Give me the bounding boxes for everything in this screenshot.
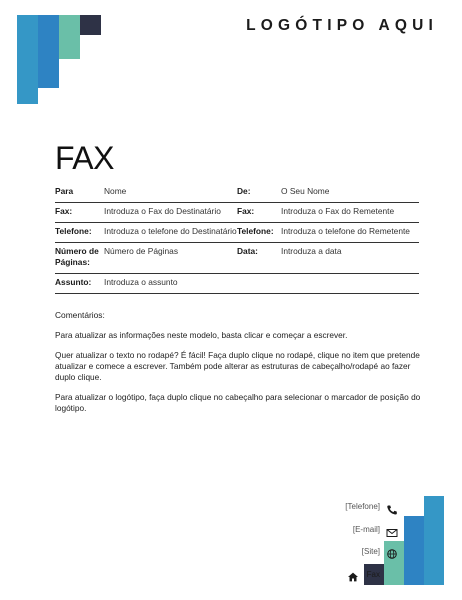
home-icon (347, 569, 359, 579)
header-block-navy (80, 15, 101, 35)
comments-label: Comentários: (55, 310, 105, 320)
form-row-to (55, 183, 419, 203)
form-row-phone (55, 223, 419, 243)
header-block-teal (59, 15, 80, 59)
to-phone-field[interactable]: Introduza o telefone do Destinatário (104, 223, 237, 243)
fax-header-table (55, 183, 419, 294)
to-fax-label: Fax: (55, 203, 104, 223)
pages-field[interactable]: Número de Páginas (104, 243, 237, 274)
envelope-icon (386, 525, 398, 535)
footer-site[interactable]: [Site] (361, 547, 380, 556)
footer-block-blue (404, 516, 424, 585)
comment-paragraph-2[interactable]: Quer atualizar o texto no rodapé? É fácil! Faça duplo clique no rodapé, clique no item que pretende atualizar e comece a escrever. Também pode alterar as estruturas de cabeçalho/rodapé ao fazer duplo clique. (55, 350, 420, 383)
header-block-blue (38, 15, 59, 88)
to-name-field[interactable]: Nome (104, 183, 237, 203)
logo-placeholder[interactable]: LOGÓTIPO AQUI (246, 17, 438, 34)
from-label: De: (237, 183, 281, 203)
subject-label: Assunto: (55, 274, 104, 294)
pages-label: Número de Páginas: (55, 243, 104, 274)
footer-phone[interactable]: [Telefone] (345, 502, 380, 511)
from-name-field[interactable]: O Seu Nome (281, 183, 419, 203)
form-row-subject (55, 274, 419, 294)
to-phone-label: Telefone: (55, 223, 104, 243)
from-phone-label: Telefone: (237, 223, 281, 243)
date-label: Data: (237, 243, 281, 274)
phone-icon (386, 502, 398, 512)
date-field[interactable]: Introduza a data (281, 243, 419, 274)
comment-paragraph-3[interactable]: Para atualizar o logótipo, faça duplo clique no cabeçalho para selecionar o marcador de posição do logótipo. (55, 392, 421, 414)
from-fax-field[interactable]: Introduza o Fax do Remetente (281, 203, 419, 223)
form-row-fax (55, 203, 419, 223)
comment-paragraph-1[interactable]: Para atualizar as informações neste modelo, basta clicar e começar a escrever. (55, 330, 348, 340)
footer-email[interactable]: [E-mail] (352, 525, 380, 534)
from-fax-label: Fax: (237, 203, 281, 223)
from-phone-field[interactable]: Introduza o telefone do Remetente (281, 223, 419, 243)
globe-icon (386, 546, 398, 556)
to-label: Para (55, 183, 104, 203)
footer-block-lightblue (424, 496, 444, 585)
footer-fax[interactable]: Fax (366, 570, 380, 579)
header-block-lightblue (17, 15, 38, 104)
form-row-pages (55, 243, 419, 274)
page-title: FAX (55, 140, 114, 176)
subject-field[interactable]: Introduza o assunto (104, 274, 419, 294)
to-fax-field[interactable]: Introduza o Fax do Destinatário (104, 203, 237, 223)
